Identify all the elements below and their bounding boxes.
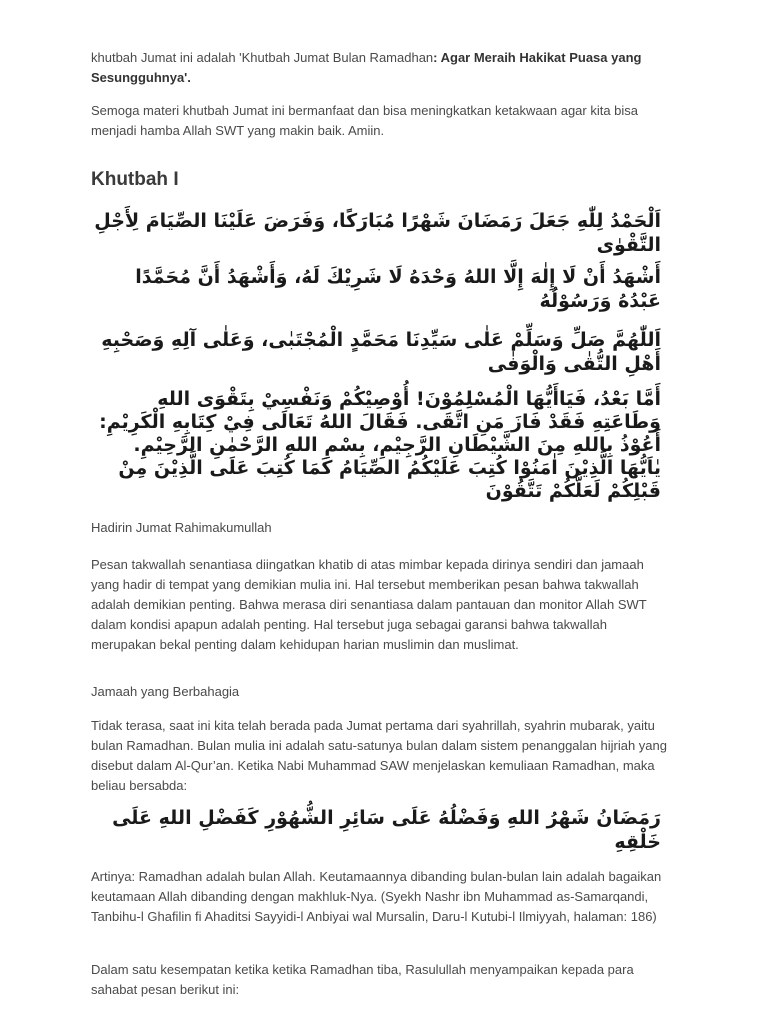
intro-bold-title: : Agar Meraih Hakikat Puasa yang Sesungguhnya'. <box>91 50 642 85</box>
arabic-syahadat: أَشْهَدُ أَنْ لَا إِلٰهَ إِلَّا اللهُ وَحْدَهُ لَا شَرِيْكَ لَهُ، وَأَشْهَدُ أَنَّ مُحَمَّدًا عَبْدُهُ وَرَسُوْلُهُ <box>135 266 661 312</box>
greeting-hadirin: Hadirin Jumat Rahimakumullah <box>91 520 272 535</box>
paragraph-ramadhan: Tidak terasa, saat ini kita telah berada pada Jumat pertama dari syahrillah, syahrin mubarak, yaitu bulan Ramadhan. Bulan mulia ini adalah satu-satunya bulan dalam sistem penanggalan hijriah yang disebut dalam Al-Qur’an. Ketika Nabi Muhammad SAW menjelaskan kemuliaan Ramadhan, maka beliau bersabda: <box>91 718 667 793</box>
section-heading: Khutbah I <box>91 169 179 190</box>
arabic-hamdalah: اَلْحَمْدُ لِلّٰهِ جَعَلَ رَمَضَانَ شَهْرًا مُبَارَكًا، وَفَرَضَ عَلَيْنَا الصِّيَامَ لِأَجْلِ التَّقْوٰى <box>94 210 661 256</box>
paragraph-translation: Artinya: Ramadhan adalah bulan Allah. Keutamaannya dibanding bulan-bulan lain adalah bagaikan keutamaan Allah dibanding dengan makhluk-Nya. (Syekh Nashr ibn Muhammad as-Samarqandi, Tanbihu-l Ghafilin fi Ahaditsi Sayyidi-l Anbiyai wal Mursalin, Daru-l Kutubi-l Ilmiyyah, halaman: 186) <box>91 869 662 924</box>
arabic-wasiat-ayat: أَمَّا بَعْدُ، فَيَاأَيُّهَا الْمُسْلِمُوْنَ! أُوْصِيْكُمْ وَنَفْسِيْ بِتَقْوَى اللهِ وَطَاعَتِهِ فَقَدْ فَازَ مَنِ اتَّقَى. فَقَالَ اللهُ تَعَالَى فِيْ كِتَابِهِ الْكَرِيْمِ: أَعُوْذُ بِاللهِ مِنَ الشَّيْطَانِ الرَّجِيْمِ، بِسْمِ اللهِ الرَّحْمٰنِ الرَّحِيْمِ. يٰاَيُّهَا الَّذِيْنَ اٰمَنُوْا كُتِبَ عَلَيْكُمُ الصِّيَامُ كَمَا كُتِبَ عَلَى الَّذِيْنَ مِنْ قَبْلِكُمْ لَعَلَّكُمْ تَتَّقُوْنَ <box>99 388 661 502</box>
arabic-hadith: رَمَضَانُ شَهْرُ اللهِ وَفَضْلُهُ عَلَى سَائِرِ الشُّهُوْرِ كَفَضْلِ اللهِ عَلَى خَلْقِهِ <box>112 807 661 853</box>
wish-paragraph: Semoga materi khutbah Jumat ini bermanfaat dan bisa meningkatkan ketakwaan agar kita bisa menjadi hamba Allah SWT yang makin baik. Amiin. <box>91 103 639 138</box>
intro-paragraph <box>91 48 671 88</box>
paragraph-takwallah: Pesan takwallah senantiasa diingatkan khatib di atas mimbar kepada dirinya sendiri dan jamaah yang hadir di tempat yang demikian mulia ini. Hal tersebut memberikan pesan bahwa takwallah adalah demikian penting. Bahwa merasa diri senantiasa dalam pantauan dan monitor Allah SWT dalam kondisi apapun adalah penting. Hal tersebut juga sebagai garansi bahwa takwallah merupakan bekal penting dalam kehidupan harian muslimin dan muslimat. <box>91 557 647 652</box>
paragraph-closing: Dalam satu kesempatan ketika ketika Ramadhan tiba, Rasulullah menyampaikan kepada para sahabat pesan berikut ini: <box>91 962 634 997</box>
intro-lead: khutbah Jumat ini adalah 'Khutbah Jumat Bulan Ramadhan <box>91 50 434 65</box>
arabic-shalawat: اَللّٰهُمَّ صَلِّ وَسَلِّمْ عَلٰى سَيِّدِنَا مَحَمَّدٍ الْمُجْتَبٰى، وَعَلٰى آلِهِ وَصَحْبِهِ أَهْلِ التُّقٰى وَالْوَفٰى <box>101 329 661 375</box>
greeting-jamaah: Jamaah yang Berbahagia <box>91 684 240 699</box>
